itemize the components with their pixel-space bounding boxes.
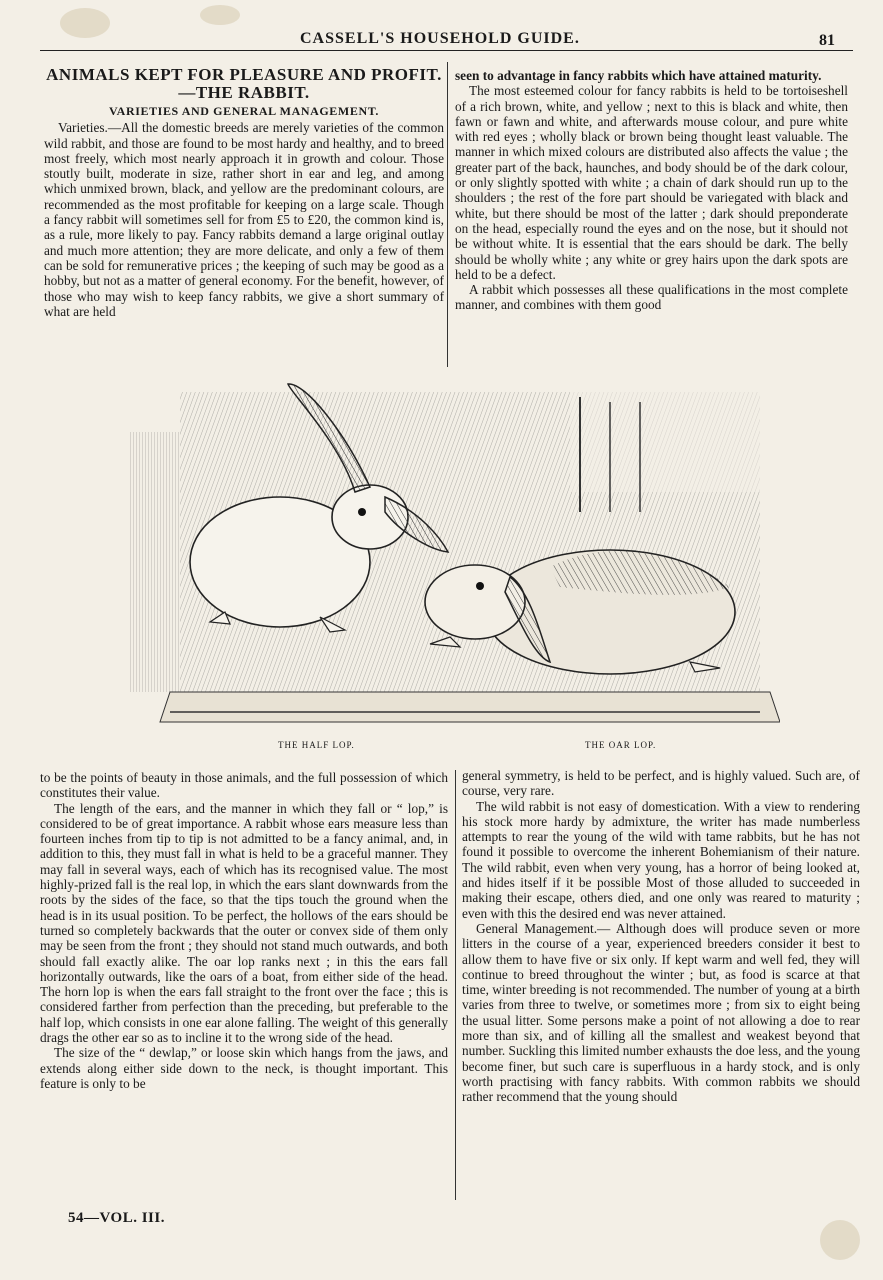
header-rule bbox=[40, 50, 853, 51]
caption-oar-lop: THE OAR LOP. bbox=[585, 740, 657, 750]
paragraph: seen to advantage in fancy rabbits which have attained maturity. bbox=[455, 68, 822, 83]
page-number: 81 bbox=[819, 32, 835, 49]
column-divider bbox=[455, 770, 456, 1200]
paragraph: to be the points of beauty in those animals, and the full possession of which constitutes their value. bbox=[40, 770, 448, 801]
article-title: ANIMALS KEPT FOR PLEASURE AND PROFIT.—THE RABBIT. bbox=[46, 65, 442, 102]
paragraph: The wild rabbit is not easy of domestication. With a view to rendering his stock more hardy by admixture, the writer has made numberless attempts to rear the young of the wild with tame rabbits, but he has not found it possible to overcome the inherent Bohemianism of their nature. The wild rabbit, even when very young, has a horror of being looked at, and hides itself if it be possible Most of those alluded to succeeded in making their escape, others died, and one only was reared to maturity ; even with this the desired end was never attained. bbox=[462, 798, 860, 921]
rabbit-eye bbox=[476, 582, 484, 590]
right-column-bottom bbox=[462, 768, 860, 1105]
hutch-floor bbox=[160, 692, 780, 722]
foxing-stain bbox=[60, 8, 110, 38]
paragraph: General Management.— Although does will produce seven or more litters in the course of a year, experienced breeders consider it best to allow them to have five or six only. If kept warm and well fed, they will continue to breed throughout the winter ; but, as food is scarce at that time, winter breeding is not recommended. The number of young at a birth varies from three to twelve, or sometimes more ; from six to eight being the usual litter. Some persons make a point of not allowing a doe to rear more than six, and of killing all the smallest and weakest beyond that number. Suckling this limited number exhausts the doe less, and the young become finer, but such care is superfluous in a hardy stock, and is only worth practising with fancy rabbits. With common rabbits we should rather recommend that the young should bbox=[462, 920, 860, 1105]
paragraph: general symmetry, is held to be perfect, and is highly valued. Such are, of course, very rare. bbox=[462, 768, 860, 799]
column-divider bbox=[447, 62, 448, 367]
article-subtitle: VARIETIES AND GENERAL MANAGEMENT. bbox=[108, 104, 380, 118]
hutch-window bbox=[570, 392, 760, 492]
hutch-side bbox=[130, 432, 180, 692]
rabbits-illustration bbox=[130, 372, 780, 732]
two-rabbits-engraving bbox=[130, 372, 780, 732]
left-column-bottom bbox=[40, 770, 448, 1091]
caption-half-lop: THE HALF LOP. bbox=[278, 740, 355, 750]
right-column-top bbox=[455, 68, 848, 313]
paragraph: The length of the ears, and the manner in which they fall or “ lop,” is considered to be of great importance. A rabbit whose ears measure less than fourteen inches from tip to tip is not admitted to be a fancy animal, and, in addition to this, they must fall in what is held to be a graceful manner. They may fall in several ways, each of which has its recognised value. The most highly-prized fall is the real lop, in which the ears slant downwards from the roots by the sides of the face, so that the tips touch the ground when the head is in its usual position. To be perfect, the hollows of the ears should be turned so completely backwards that the outer or convex side of them only may be seen from the front ; they should not stand much outwards, and both should fall exactly alike. The oar lop ranks next ; in this the ears fall horizontally outwards, like the oars of a boat, from either side of the head. The horn lop is when the ears fall straight to the front over the face ; this is considered farther from perfection than the preceding, but preferable to the half lop, which consists in one ear alone falling. The weight of this generally drags the other ear so as to incline it to the wrong side of the head. bbox=[40, 800, 448, 1046]
foxing-stain bbox=[200, 5, 240, 25]
running-head: CASSELL'S HOUSEHOLD GUIDE. bbox=[300, 30, 580, 47]
paragraph: The most esteemed colour for fancy rabbits is held to be tortoiseshell of a rich brown, white, and yellow ; next to this is black and white, then fawn or fawn and white, and afterwards mouse colour, and pure white with red eyes ; wholly black or brown being thought least valuable. The manner in which mixed colours are distributed also affects the value ; the greater part of the back, haunches, and body should be of the dark colour, or only slightly spotted with white ; a chain of dark should run up to the shoulders ; the rest of the fore part should be variegated with black and white, but there should be most of the latter ; dark should preponderate on the head, especially round the eyes and on the nose, but it should not be without white. It is essential that the ears should be dark. The belly should be wholly white ; any white or grey hairs upon the dark spots are held to be a defect. bbox=[455, 83, 848, 282]
foxing-stain bbox=[820, 1220, 860, 1260]
left-column-top bbox=[44, 66, 444, 319]
paragraph: A rabbit which possesses all these qualifications in the most complete manner, and combines with them good bbox=[455, 282, 848, 313]
paragraph: The size of the “ dewlap,” or loose skin which hangs from the jaws, and extends along either side down to the neck, is thought important. This feature is only to be bbox=[40, 1045, 448, 1091]
rabbit-eye bbox=[358, 508, 366, 516]
paragraph: Varieties.—All the domestic breeds are merely varieties of the common wild rabbit, and those are found to be most hardy and healthy, and to breed most freely, which most nearly approach it in growth and colour. Those stoutly built, moderate in size, rather short in ear and leg, and among which unmixed brown, black, and yellow are the predominant colours, are recommended as the most profitable for keeping on a large scale. Though a fancy rabbit will sometimes sell for from £5 to £20, the common kind is, as a rule, more likely to pay. Fancy rabbits demand a large original outlay and much more attention; they are more delicate, and only a few of them can be sold for remunerative prices ; the keeping of such may be good as a hobby, but not as a matter of general economy. For the benefit, however, of those who may wish to keep fancy rabbits, we give a short summary of what are held bbox=[44, 120, 444, 319]
signature-mark: 54—VOL. III. bbox=[68, 1210, 165, 1226]
